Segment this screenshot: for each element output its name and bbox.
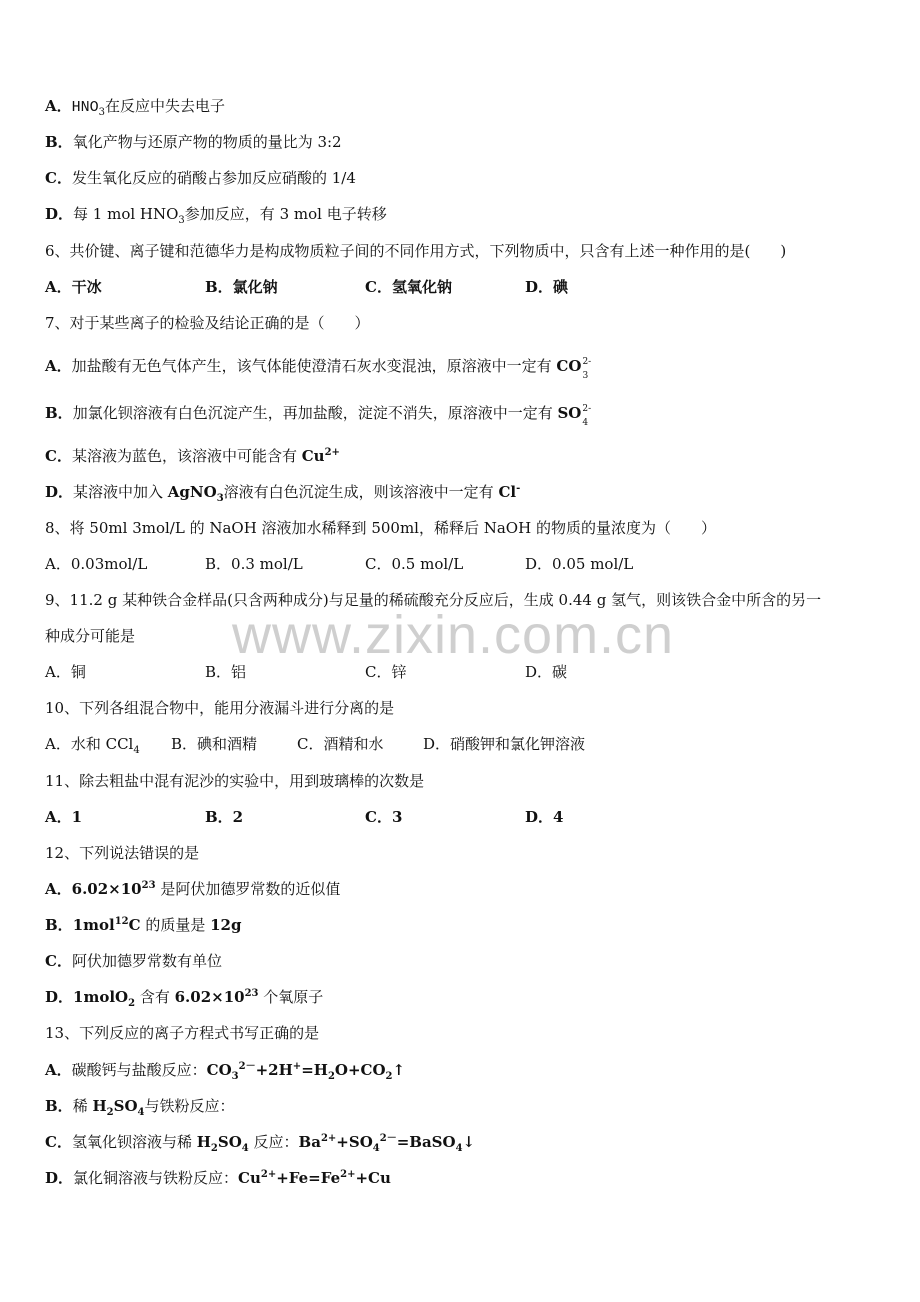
q9-option-a: A．铜 xyxy=(45,663,86,681)
q8-option-a: A．0.03mol/L xyxy=(45,555,148,573)
q12-stem: 12、下列说法错误的是 xyxy=(45,844,200,862)
formula: SO xyxy=(113,1097,138,1115)
q11-option-b: B．2 xyxy=(205,808,244,826)
q7-option-c xyxy=(45,446,340,466)
q8-options xyxy=(45,554,633,574)
formula: 6.02×10 xyxy=(174,988,245,1006)
option-letter: C． xyxy=(45,169,72,187)
option-text: 氯化铜溶液与铁粉反应： xyxy=(73,1169,239,1187)
option-text: 的质量是 xyxy=(140,916,211,934)
q6-option-b: B．氯化钠 xyxy=(205,278,278,296)
formula: +Cu xyxy=(355,1169,391,1187)
q13-option-c xyxy=(45,1132,475,1152)
q7-option-b xyxy=(45,403,592,428)
q6-option-c: C．氢氧化钠 xyxy=(365,278,452,296)
superscript: 2- xyxy=(582,404,592,414)
option-text: 个氧原子 xyxy=(258,988,324,1006)
q9-option-d: D．碳 xyxy=(525,663,568,681)
option-text: A．水和 CCl xyxy=(45,735,134,753)
superscript: 2- xyxy=(582,357,592,367)
option-text: 与铁粉反应： xyxy=(144,1097,235,1115)
q5-option-c xyxy=(45,168,356,188)
option-text: 氢氧化钡溶液与稀 xyxy=(71,1133,197,1151)
subscript: 2 xyxy=(128,998,136,1009)
superscript: 12 xyxy=(114,916,129,927)
formula: 12g xyxy=(210,916,242,934)
option-letter: A． xyxy=(45,357,72,375)
option-text: 加盐酸有无色气体产生，该气体能使澄清石灰水变混浊，原溶液中一定有 xyxy=(71,357,557,375)
q12-option-c xyxy=(45,951,222,971)
subscript: 3 xyxy=(216,493,224,504)
q9-option-c: C．锌 xyxy=(365,663,407,681)
q9-options xyxy=(45,662,567,682)
formula: 6.02×10 xyxy=(71,880,142,898)
ion-formula: CO xyxy=(556,357,582,375)
superscript: 2+ xyxy=(340,1169,356,1180)
q12-option-a xyxy=(45,879,340,899)
option-text: 发生氧化反应的硝酸占参加反应硝酸的 1/4 xyxy=(71,169,356,187)
q5-option-a xyxy=(45,96,225,118)
q11-option-a: A．1 xyxy=(45,808,83,826)
subscript: 4 xyxy=(455,1143,463,1154)
formula: H xyxy=(196,1133,211,1151)
q11-stem: 11、除去粗盐中混有泥沙的实验中，用到玻璃棒的次数是 xyxy=(45,772,425,790)
q8-option-b: B．0.3 mol/L xyxy=(205,555,303,573)
option-text: 阿伏加德罗常数有单位 xyxy=(71,952,222,970)
subscript: 3 xyxy=(582,371,589,381)
q11-option-d: D．4 xyxy=(525,808,564,826)
q6-stem: 6、共价键、离子键和范德华力是构成物质粒子间的不同作用方式，下列物质中，只含有上述一种作用的是( ) xyxy=(45,242,787,260)
formula: +SO xyxy=(336,1133,373,1151)
option-letter: D． xyxy=(45,205,74,223)
q6-option-d: D．碘 xyxy=(525,278,569,296)
option-letter: B． xyxy=(45,1097,73,1115)
formula: AgNO xyxy=(167,483,217,501)
q11-option-c: C．3 xyxy=(365,808,403,826)
q13-option-a xyxy=(45,1060,405,1080)
formula: 1mol xyxy=(72,916,115,934)
formula: HNO xyxy=(71,99,99,116)
option-text: 某溶液中加入 xyxy=(73,483,168,501)
q10-option-b: B．碘和酒精 xyxy=(171,735,258,753)
subscript: 4 xyxy=(582,418,589,428)
subscript: 4 xyxy=(372,1143,380,1154)
q5-option-b xyxy=(45,132,342,152)
formula: Ba xyxy=(298,1133,321,1151)
option-text: 每 1 mol HNO xyxy=(73,205,179,223)
q10-stem: 10、下列各组混合物中，能用分液漏斗进行分离的是 xyxy=(45,699,395,717)
option-letter: B． xyxy=(45,916,73,934)
option-text: 反应： xyxy=(248,1133,299,1151)
option-letter: D． xyxy=(45,1169,74,1187)
q7-option-a xyxy=(45,356,592,381)
q9-stem-line2: 种成分可能是 xyxy=(45,627,136,645)
subscript: 3 xyxy=(231,1071,239,1082)
q12-option-b xyxy=(45,915,242,935)
formula: CO xyxy=(206,1061,232,1079)
ion-formula: Cu xyxy=(301,447,325,465)
formula: H xyxy=(92,1097,107,1115)
option-text: 含有 xyxy=(135,988,175,1006)
q5-option-d xyxy=(45,204,387,224)
q9-stem-line1: 9、11.2 g 某种铁合金样品(只含两种成分)与足量的稀硫酸充分反应后，生成 0.44 g 氢气，则该铁合金中所含的另一 xyxy=(45,591,822,609)
subscript: 4 xyxy=(241,1143,249,1154)
formula: ↓ xyxy=(462,1133,476,1151)
q13-option-d xyxy=(45,1168,391,1188)
superscript: + xyxy=(292,1061,302,1072)
option-text: 溶液有白色沉淀生成，则该溶液中一定有 xyxy=(223,483,499,501)
q10-option-c: C．酒精和水 xyxy=(297,735,384,753)
formula: +2H xyxy=(255,1061,293,1079)
subscript: 4 xyxy=(137,1107,145,1118)
superscript: - xyxy=(516,483,521,494)
formula: =BaSO xyxy=(396,1133,456,1151)
ion-formula: SO xyxy=(557,404,582,422)
formula: =H xyxy=(301,1061,328,1079)
option-letter: A． xyxy=(45,880,72,898)
option-letter: D． xyxy=(45,988,74,1006)
formula: ↑ xyxy=(392,1061,406,1079)
q12-option-d xyxy=(45,987,323,1007)
superscript: 2+ xyxy=(260,1169,277,1180)
q13-option-b xyxy=(45,1096,235,1116)
formula: +Fe=Fe xyxy=(276,1169,341,1187)
superscript: 23 xyxy=(244,988,259,999)
formula: O+CO xyxy=(334,1061,386,1079)
subscript: 3 xyxy=(98,107,106,118)
q7-option-d xyxy=(45,482,520,502)
option-text: 加氯化钡溶液有白色沉淀产生，再加盐酸，淀淀不消失，原溶液中一定有 xyxy=(72,404,558,422)
formula: Cu xyxy=(238,1169,261,1187)
formula: 1molO xyxy=(73,988,129,1006)
subscript: 2 xyxy=(210,1143,218,1154)
option-text: 稀 xyxy=(72,1097,93,1115)
q10-option-a xyxy=(45,734,171,754)
q6-options xyxy=(45,277,568,297)
q6-option-a: A．干冰 xyxy=(45,278,102,296)
q8-stem: 8、将 50ml 3mol/L 的 NaOH 溶液加水稀释到 500ml，稀释后 NaOH 的物质的量浓度为（ ） xyxy=(45,519,716,537)
option-letter: B． xyxy=(45,404,73,422)
subscript: 2 xyxy=(385,1071,393,1082)
q8-option-d: D．0.05 mol/L xyxy=(525,555,634,573)
superscript: 23 xyxy=(141,880,156,891)
formula: SO xyxy=(217,1133,242,1151)
option-text: 参加反应，有 3 mol 电子转移 xyxy=(184,205,387,223)
option-letter: A． xyxy=(45,1061,72,1079)
option-text: 氧化产物与还原产物的物质的量比为 3:2 xyxy=(72,133,342,151)
subscript: 2 xyxy=(327,1071,335,1082)
formula: C xyxy=(128,916,141,934)
superscript: 2－ xyxy=(238,1061,256,1072)
q7-stem: 7、对于某些离子的检验及结论正确的是（ ） xyxy=(45,314,370,332)
option-letter: C． xyxy=(45,1133,72,1151)
subscript: 4 xyxy=(133,745,140,756)
superscript: 2+ xyxy=(320,1133,337,1144)
option-text: 碳酸钙与盐酸反应： xyxy=(71,1061,207,1079)
option-letter: A． xyxy=(45,97,72,115)
q9-option-b: B．铝 xyxy=(205,663,247,681)
q10-options xyxy=(45,734,585,754)
superscript: 2+ xyxy=(324,447,340,458)
option-text: 在反应中失去电子 xyxy=(105,97,226,115)
option-text: 某溶液为蓝色，该溶液中可能含有 xyxy=(71,447,302,465)
q10-option-d: D．硝酸钾和氯化钾溶液 xyxy=(423,735,586,753)
option-text: 是阿伏加德罗常数的近似值 xyxy=(155,880,341,898)
subscript: 2 xyxy=(106,1107,114,1118)
q11-options xyxy=(45,807,563,827)
watermark: www.zixin.com.cn xyxy=(232,605,675,665)
option-letter: C． xyxy=(45,952,72,970)
ion-formula: Cl xyxy=(498,483,517,501)
superscript: 2－ xyxy=(379,1133,397,1144)
option-letter: D． xyxy=(45,483,74,501)
option-letter: B． xyxy=(45,133,73,151)
subscript: 3 xyxy=(178,215,185,226)
q8-option-c: C．0.5 mol/L xyxy=(365,555,464,573)
option-letter: C． xyxy=(45,447,72,465)
q13-stem: 13、下列反应的离子方程式书写正确的是 xyxy=(45,1024,320,1042)
